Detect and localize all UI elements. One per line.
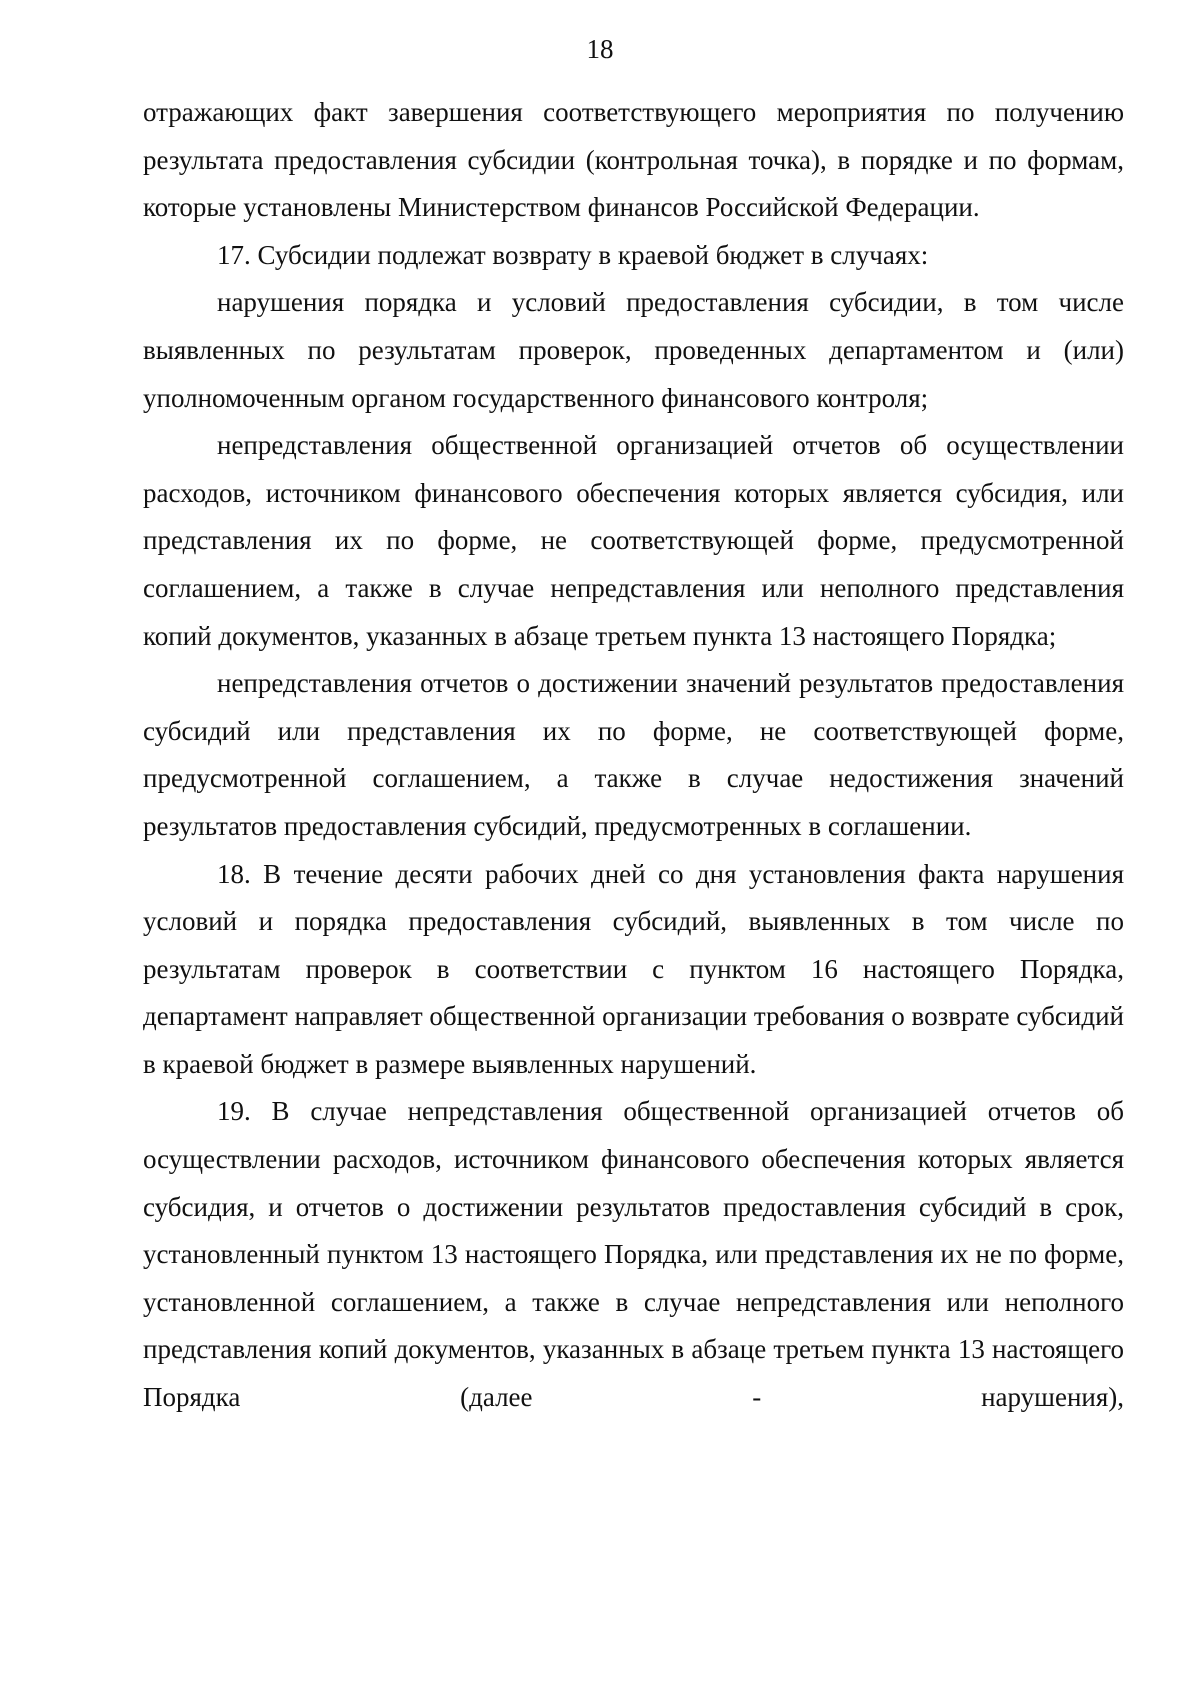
page-number: 18 (586, 34, 614, 64)
paragraph-continuation: отражающих факт завершения соответствующего мероприятия по получению результата предоставления субсидии (контрольная точка), в порядке и по формам, которые установлены Министерством финансов Российской Федерации. (143, 97, 1124, 223)
document-body (143, 89, 1124, 1422)
paragraph-item-18: 18. В течение десяти рабочих дней со дня установления факта нарушения условий и порядка предоставления субсидий, выявленных в том числе по результатам проверок в соответствии с пунктом 16 настоящего Порядка, департамент направляет общественной организации требования о возврате субсидий в краевой бюджет в размере выявленных нарушений. (143, 858, 1124, 1079)
paragraph-item-17: 17. Субсидии подлежат возврату в краевой бюджет в случаях: (217, 239, 929, 270)
paragraph-item-19: 19. В случае непредставления общественной организацией отчетов об осуществлении расходов, источником финансового обеспечения которых является субсидия, и отчетов о достижении результатов предоставления субсидий в срок, установленный пунктом 13 настоящего Порядка, или представления их не по форме, установленной соглашением, а также в случае непредставления или неполного представления копий документов, указанных в абзаце третьем пункта 13 настоящего Порядка (далее - нарушения), (143, 1096, 1124, 1413)
paragraph-nonsubmission-result-reports: непредставления отчетов о достижении значений результатов предоставления субсидий или представления их по форме, не соответствующей форме, предусмотренной соглашением, а также в случае недостижения значений результатов предоставления субсидий, предусмотренных в соглашении. (143, 668, 1124, 841)
paragraph-nonsubmission-expense-reports: непредставления общественной организацией отчетов об осуществлении расходов, источником финансового обеспечения которых является субсидия, или представления их по форме, не соответствующей форме, предусмотренной соглашением, а также в случае непредставления или неполного представления копий документов, указанных в абзаце третьем пункта 13 настоящего Порядка; (143, 430, 1124, 651)
paragraph-violation-conditions: нарушения порядка и условий предоставления субсидии, в том числе выявленных по результатам проверок, проведенных департаментом и (или) уполномоченным органом государственного финансового контроля; (143, 287, 1124, 413)
